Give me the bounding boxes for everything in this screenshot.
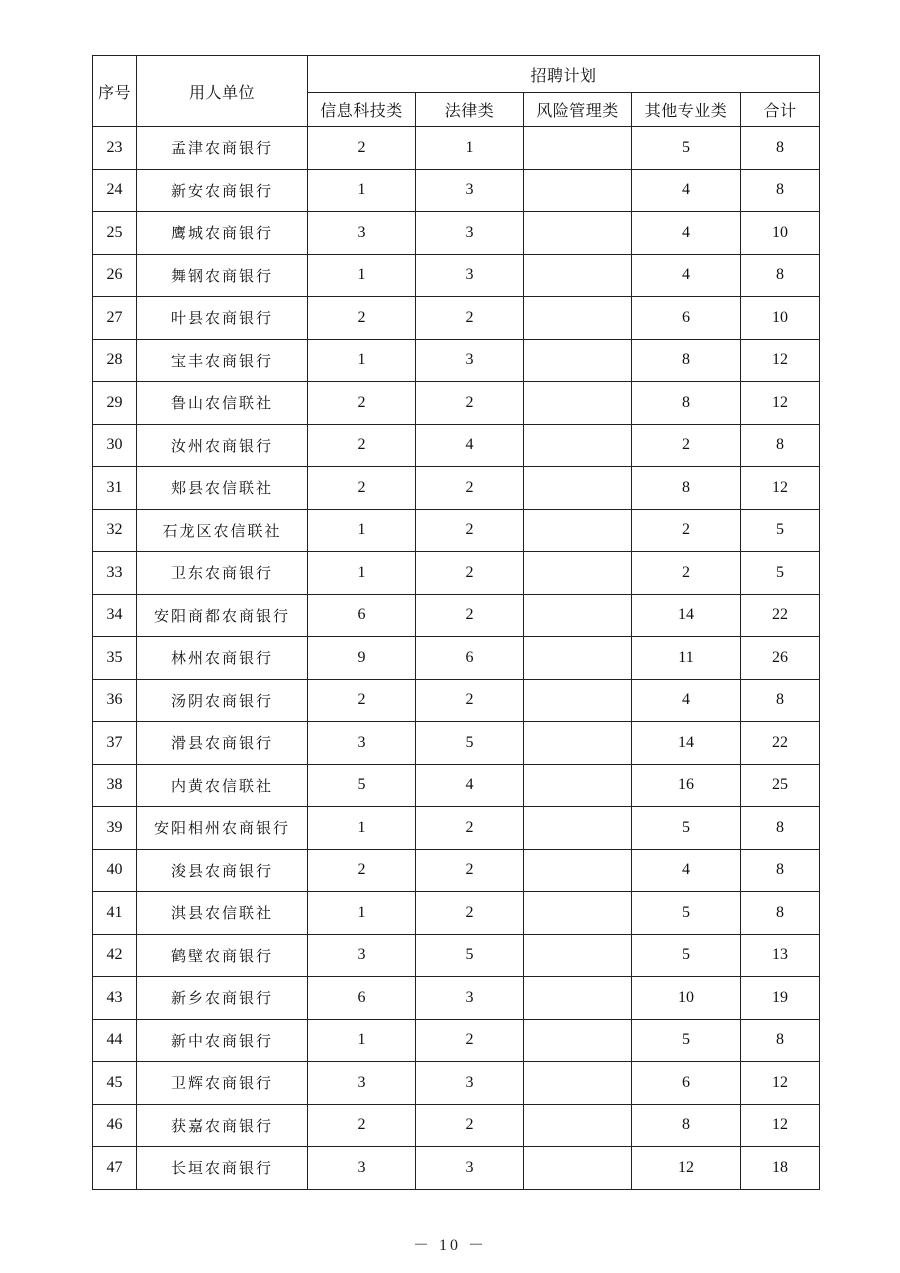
- header-law: 法律类: [416, 93, 524, 127]
- table-row: [93, 977, 820, 1020]
- row-other-count: 2: [632, 552, 741, 595]
- row-other-count: 8: [632, 382, 741, 425]
- header-unit: 用人单位: [137, 56, 308, 127]
- row-law-count: 4: [416, 764, 524, 807]
- row-index: 31: [93, 467, 137, 510]
- row-it-count: 1: [308, 339, 416, 382]
- row-other-count: 10: [632, 977, 741, 1020]
- row-unit: 舞钢农商银行: [137, 254, 308, 297]
- row-other-count: 8: [632, 339, 741, 382]
- header-risk: 风险管理类: [524, 93, 632, 127]
- header-it: 信息科技类: [308, 93, 416, 127]
- row-risk-count: [524, 212, 632, 255]
- row-law-count: 2: [416, 679, 524, 722]
- row-risk-count: [524, 127, 632, 170]
- row-other-count: 8: [632, 467, 741, 510]
- row-risk-count: [524, 849, 632, 892]
- row-law-count: 3: [416, 339, 524, 382]
- row-unit: 林州农商银行: [137, 637, 308, 680]
- row-total: 8: [741, 169, 820, 212]
- row-total: 8: [741, 424, 820, 467]
- row-risk-count: [524, 552, 632, 595]
- table-row: [93, 382, 820, 425]
- row-law-count: 2: [416, 382, 524, 425]
- row-law-count: 3: [416, 254, 524, 297]
- row-total: 12: [741, 382, 820, 425]
- row-index: 32: [93, 509, 137, 552]
- row-unit: 新乡农商银行: [137, 977, 308, 1020]
- row-law-count: 1: [416, 127, 524, 170]
- table-row: [93, 127, 820, 170]
- row-law-count: 2: [416, 467, 524, 510]
- row-risk-count: [524, 934, 632, 977]
- row-it-count: 3: [308, 934, 416, 977]
- row-total: 12: [741, 339, 820, 382]
- row-it-count: 2: [308, 127, 416, 170]
- row-index: 26: [93, 254, 137, 297]
- row-unit: 鹤壁农商银行: [137, 934, 308, 977]
- row-other-count: 16: [632, 764, 741, 807]
- row-risk-count: [524, 1062, 632, 1105]
- row-index: 34: [93, 594, 137, 637]
- row-it-count: 9: [308, 637, 416, 680]
- row-law-count: 3: [416, 1062, 524, 1105]
- table-row: [93, 849, 820, 892]
- header-plan-group: 招聘计划: [308, 56, 820, 93]
- table-row: [93, 637, 820, 680]
- row-unit: 孟津农商银行: [137, 127, 308, 170]
- row-index: 35: [93, 637, 137, 680]
- row-other-count: 4: [632, 169, 741, 212]
- row-law-count: 2: [416, 552, 524, 595]
- row-law-count: 2: [416, 594, 524, 637]
- row-other-count: 4: [632, 679, 741, 722]
- row-unit: 叶县农商银行: [137, 297, 308, 340]
- row-other-count: 4: [632, 254, 741, 297]
- row-it-count: 1: [308, 892, 416, 935]
- row-it-count: 1: [308, 509, 416, 552]
- row-total: 8: [741, 254, 820, 297]
- table-row: [93, 934, 820, 977]
- row-it-count: 3: [308, 212, 416, 255]
- row-risk-count: [524, 1019, 632, 1062]
- row-it-count: 3: [308, 1147, 416, 1190]
- row-other-count: 14: [632, 722, 741, 765]
- row-other-count: 6: [632, 1062, 741, 1105]
- row-law-count: 2: [416, 849, 524, 892]
- row-total: 5: [741, 509, 820, 552]
- row-total: 13: [741, 934, 820, 977]
- row-it-count: 6: [308, 594, 416, 637]
- row-it-count: 2: [308, 382, 416, 425]
- table-row: [93, 594, 820, 637]
- row-total: 12: [741, 1062, 820, 1105]
- row-risk-count: [524, 764, 632, 807]
- table-row: [93, 764, 820, 807]
- row-unit: 汤阴农商银行: [137, 679, 308, 722]
- row-law-count: 6: [416, 637, 524, 680]
- table-row: [93, 1062, 820, 1105]
- row-law-count: 4: [416, 424, 524, 467]
- row-it-count: 1: [308, 807, 416, 850]
- row-unit: 淇县农信联社: [137, 892, 308, 935]
- header-total: 合计: [741, 93, 820, 127]
- row-unit: 石龙区农信联社: [137, 509, 308, 552]
- row-other-count: 11: [632, 637, 741, 680]
- row-unit: 长垣农商银行: [137, 1147, 308, 1190]
- row-total: 25: [741, 764, 820, 807]
- row-it-count: 1: [308, 552, 416, 595]
- row-risk-count: [524, 339, 632, 382]
- row-index: 33: [93, 552, 137, 595]
- row-it-count: 2: [308, 467, 416, 510]
- row-unit: 卫东农商银行: [137, 552, 308, 595]
- row-other-count: 4: [632, 849, 741, 892]
- table-row: [93, 807, 820, 850]
- row-total: 12: [741, 467, 820, 510]
- recruitment-plan-table: [92, 55, 820, 1190]
- row-total: 8: [741, 849, 820, 892]
- row-unit: 新安农商银行: [137, 169, 308, 212]
- row-total: 8: [741, 679, 820, 722]
- table-row: [93, 552, 820, 595]
- header-row-top: [93, 56, 820, 93]
- row-other-count: 5: [632, 807, 741, 850]
- table-body: [93, 127, 820, 1190]
- row-total: 19: [741, 977, 820, 1020]
- row-index: 46: [93, 1104, 137, 1147]
- header-other: 其他专业类: [632, 93, 741, 127]
- row-law-count: 3: [416, 1147, 524, 1190]
- row-it-count: 1: [308, 1019, 416, 1062]
- row-it-count: 5: [308, 764, 416, 807]
- row-risk-count: [524, 977, 632, 1020]
- row-risk-count: [524, 1147, 632, 1190]
- row-law-count: 2: [416, 1104, 524, 1147]
- row-index: 38: [93, 764, 137, 807]
- row-law-count: 2: [416, 509, 524, 552]
- row-risk-count: [524, 254, 632, 297]
- row-total: 26: [741, 637, 820, 680]
- row-total: 8: [741, 127, 820, 170]
- row-unit: 浚县农商银行: [137, 849, 308, 892]
- row-risk-count: [524, 1104, 632, 1147]
- row-law-count: 2: [416, 892, 524, 935]
- row-index: 39: [93, 807, 137, 850]
- row-index: 29: [93, 382, 137, 425]
- row-it-count: 3: [308, 1062, 416, 1105]
- row-index: 30: [93, 424, 137, 467]
- row-total: 8: [741, 1019, 820, 1062]
- row-law-count: 5: [416, 722, 524, 765]
- table-row: [93, 254, 820, 297]
- row-total: 8: [741, 892, 820, 935]
- row-other-count: 5: [632, 1019, 741, 1062]
- row-law-count: 2: [416, 297, 524, 340]
- row-risk-count: [524, 467, 632, 510]
- row-other-count: 2: [632, 509, 741, 552]
- row-other-count: 6: [632, 297, 741, 340]
- row-index: 41: [93, 892, 137, 935]
- row-unit: 宝丰农商银行: [137, 339, 308, 382]
- table-row: [93, 424, 820, 467]
- row-total: 8: [741, 807, 820, 850]
- table-row: [93, 467, 820, 510]
- row-it-count: 2: [308, 849, 416, 892]
- row-risk-count: [524, 594, 632, 637]
- row-index: 28: [93, 339, 137, 382]
- row-index: 27: [93, 297, 137, 340]
- row-risk-count: [524, 297, 632, 340]
- row-index: 37: [93, 722, 137, 765]
- row-index: 23: [93, 127, 137, 170]
- row-index: 47: [93, 1147, 137, 1190]
- table-row: [93, 169, 820, 212]
- row-total: 10: [741, 212, 820, 255]
- row-index: 36: [93, 679, 137, 722]
- row-risk-count: [524, 722, 632, 765]
- row-it-count: 6: [308, 977, 416, 1020]
- row-unit: 新中农商银行: [137, 1019, 308, 1062]
- row-it-count: 2: [308, 1104, 416, 1147]
- row-other-count: 8: [632, 1104, 741, 1147]
- row-unit: 汝州农商银行: [137, 424, 308, 467]
- row-index: 44: [93, 1019, 137, 1062]
- row-unit: 卫辉农商银行: [137, 1062, 308, 1105]
- row-total: 5: [741, 552, 820, 595]
- row-law-count: 3: [416, 212, 524, 255]
- row-it-count: 2: [308, 424, 416, 467]
- header-index: 序号: [93, 56, 137, 127]
- row-other-count: 14: [632, 594, 741, 637]
- row-it-count: 1: [308, 169, 416, 212]
- row-index: 24: [93, 169, 137, 212]
- row-index: 25: [93, 212, 137, 255]
- row-other-count: 5: [632, 127, 741, 170]
- row-risk-count: [524, 509, 632, 552]
- row-risk-count: [524, 679, 632, 722]
- row-other-count: 5: [632, 934, 741, 977]
- row-total: 10: [741, 297, 820, 340]
- table-row: [93, 1147, 820, 1190]
- row-index: 40: [93, 849, 137, 892]
- row-risk-count: [524, 382, 632, 425]
- row-it-count: 2: [308, 679, 416, 722]
- row-law-count: 3: [416, 977, 524, 1020]
- row-index: 43: [93, 977, 137, 1020]
- row-it-count: 3: [308, 722, 416, 765]
- row-total: 12: [741, 1104, 820, 1147]
- table-row: [93, 892, 820, 935]
- table-row: [93, 509, 820, 552]
- row-it-count: 2: [308, 297, 416, 340]
- row-other-count: 2: [632, 424, 741, 467]
- row-risk-count: [524, 169, 632, 212]
- row-total: 18: [741, 1147, 820, 1190]
- table-row: [93, 722, 820, 765]
- row-index: 45: [93, 1062, 137, 1105]
- row-unit: 获嘉农商银行: [137, 1104, 308, 1147]
- row-law-count: 2: [416, 1019, 524, 1062]
- row-total: 22: [741, 722, 820, 765]
- table-row: [93, 679, 820, 722]
- table-row: [93, 339, 820, 382]
- page-number: － 10 －: [412, 1237, 487, 1254]
- row-it-count: 1: [308, 254, 416, 297]
- row-unit: 鹰城农商银行: [137, 212, 308, 255]
- row-risk-count: [524, 807, 632, 850]
- row-unit: 安阳相州农商银行: [137, 807, 308, 850]
- row-unit: 滑县农商银行: [137, 722, 308, 765]
- row-index: 42: [93, 934, 137, 977]
- row-other-count: 4: [632, 212, 741, 255]
- row-other-count: 5: [632, 892, 741, 935]
- row-law-count: 2: [416, 807, 524, 850]
- row-unit: 安阳商都农商银行: [137, 594, 308, 637]
- row-law-count: 3: [416, 169, 524, 212]
- row-law-count: 5: [416, 934, 524, 977]
- row-risk-count: [524, 892, 632, 935]
- row-total: 22: [741, 594, 820, 637]
- table-row: [93, 297, 820, 340]
- row-unit: 郏县农信联社: [137, 467, 308, 510]
- row-risk-count: [524, 637, 632, 680]
- table-row: [93, 1019, 820, 1062]
- row-risk-count: [524, 424, 632, 467]
- table-row: [93, 1104, 820, 1147]
- row-unit: 内黄农信联社: [137, 764, 308, 807]
- table-row: [93, 212, 820, 255]
- row-unit: 鲁山农信联社: [137, 382, 308, 425]
- row-other-count: 12: [632, 1147, 741, 1190]
